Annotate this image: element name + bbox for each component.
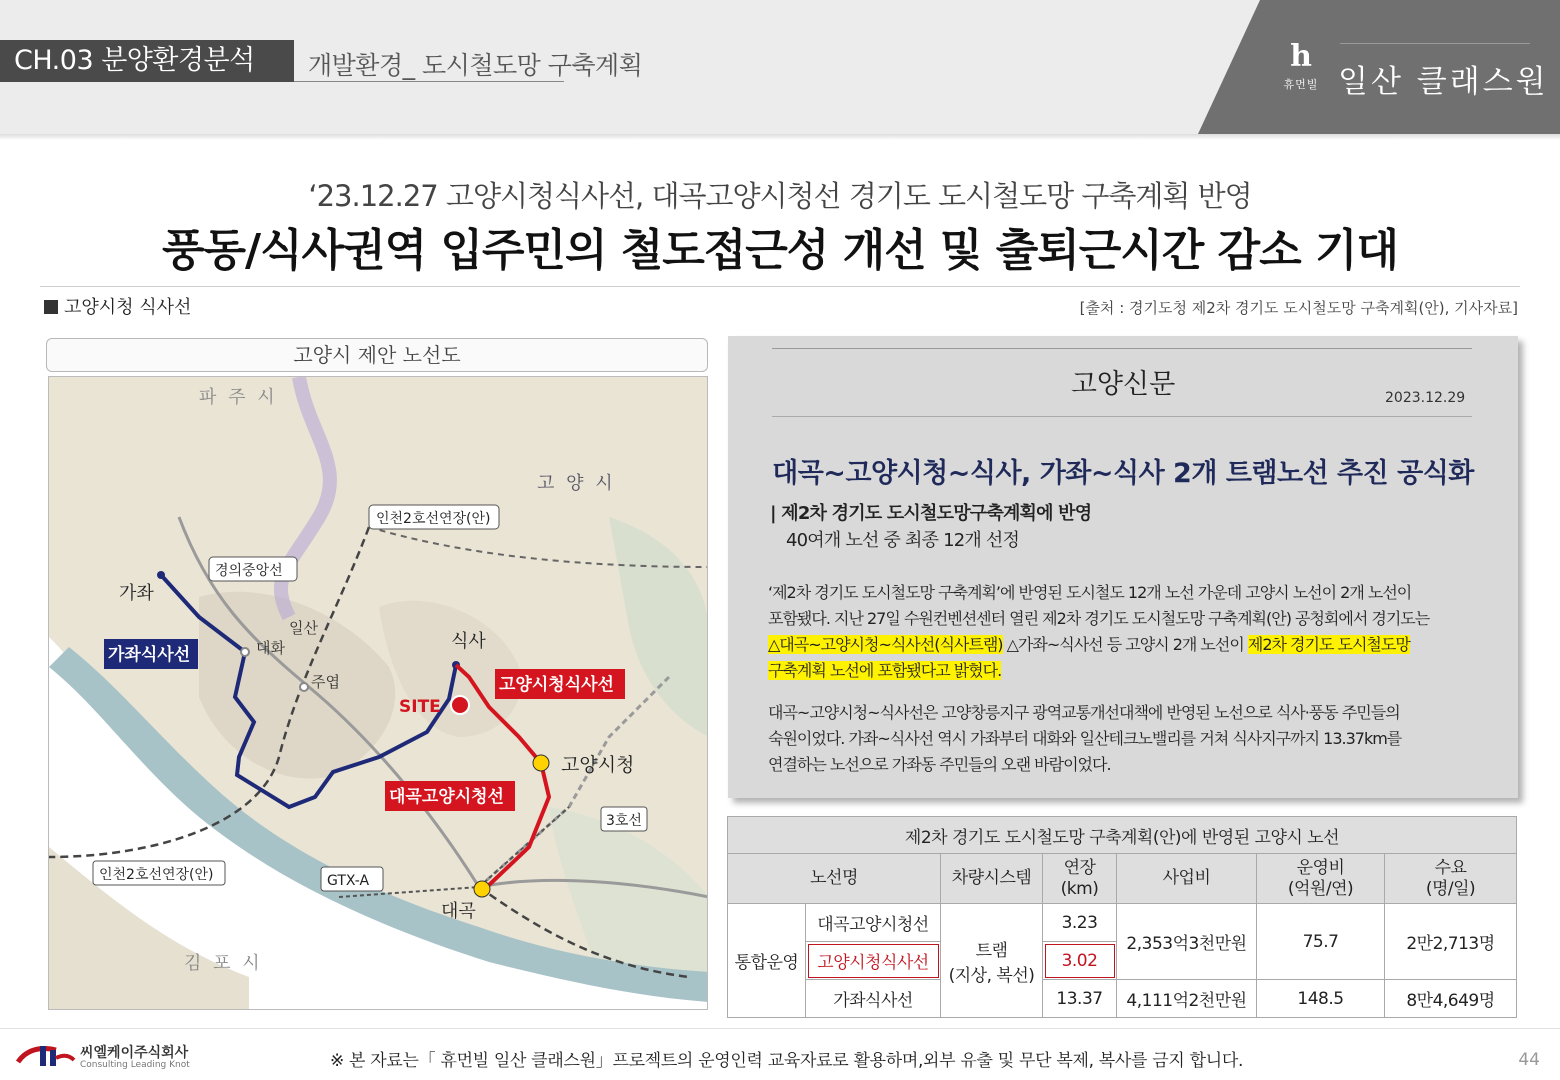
section-label [44, 293, 191, 319]
table-length: 13.37 [1043, 980, 1117, 1018]
map-label-incheon2-north: 인천2호선연장(안) [376, 511, 491, 527]
map-label-ilsan: 일산 [289, 619, 318, 637]
brand-logo [1278, 39, 1324, 92]
table-length: 3.23 [1043, 904, 1117, 942]
news-subheading: | 제2차 경기도 도시철도망구축계획에 반영 [770, 503, 1092, 524]
map-label-gyeongui: 경의중앙선 [215, 563, 283, 579]
footer-company-name: 씨엘케이주식회사 [80, 1045, 189, 1061]
brand-logo-mark: h [1290, 39, 1312, 74]
footer-notice: ※ 본 자료는「 휴먼빌 일산 클래스원」프로젝트의 운영인력 교육자료로 활용하며,외부 유출 및 무단 복제, 복사를 금지 합니다. [330, 1051, 1244, 1071]
news-highlight: △대곡~고양시청~식사선(식사트램) [768, 635, 1003, 654]
table-system-cell [941, 904, 1043, 1018]
news-rule [772, 416, 1472, 417]
table-header-length-l2: (km) [1060, 878, 1099, 899]
news-highlight: 제2차 경기도 도시철도망 [1247, 635, 1410, 654]
map-label-daegok-line: 대곡고양시청선 [389, 787, 504, 807]
news-line [768, 658, 1488, 684]
brand-tagline-rule [1340, 43, 1530, 51]
news-highlight: 구축계획 노선에 포함됐다고 밝혔다. [768, 661, 1002, 680]
news-line: 포함됐다. 지난 27일 수원컨벤션센터 열린 제2차 경기도 도시철도망 구축계획(안) 공청회에서 경기도는 [768, 609, 1430, 628]
table-route-name: 가좌식사선 [806, 980, 941, 1018]
table-header-cost: 사업비 [1117, 854, 1257, 904]
daegok-station-marker [474, 881, 490, 897]
square-bullet-icon [44, 300, 58, 314]
map-label-siksa-line: 고양시청식사선 [499, 675, 614, 695]
table-header-opcost [1257, 854, 1385, 904]
table-header-length-l1: 연장 [1063, 857, 1096, 878]
route-table [727, 816, 1517, 1018]
map-label-cityhall: 고양시청 [561, 754, 635, 776]
table-header-demand [1385, 854, 1517, 904]
news-paragraph-2 [768, 700, 1488, 778]
header-shadow [0, 134, 1560, 140]
table-row [728, 980, 1517, 1018]
table-length-highlight: 3.02 [1043, 942, 1117, 980]
map-title: 고양시 제안 노선도 [46, 338, 708, 372]
table-cost: 4,111억2천만원 [1117, 980, 1257, 1018]
map-label-juyeop: 주엽 [311, 673, 340, 691]
table-row [728, 904, 1517, 942]
table-opcost: 148.5 [1257, 980, 1385, 1018]
table-caption: 제2차 경기도 도시철도망 구축계획(안)에 반영된 고양시 노선 [728, 817, 1517, 854]
table-header-opcost-l1: 운영비 [1296, 857, 1345, 878]
map-label-goyang: 고 양 시 [537, 473, 616, 494]
table-opcost: 75.7 [1257, 904, 1385, 980]
map-label-daegok: 대곡 [441, 901, 476, 922]
title-divider [40, 286, 1520, 287]
brand-name: 일산 클래스원 [1338, 64, 1549, 100]
map-label-gajwa: 가좌 [119, 583, 154, 604]
juyeop-station-marker [300, 683, 308, 691]
gajwa-station-marker [157, 571, 165, 579]
company-logo-icon [16, 1040, 76, 1070]
table-group-cell: 통합운영 [728, 904, 806, 1018]
table-demand: 2만2,713명 [1385, 904, 1517, 980]
table-route-name-highlight: 고양시청식사선 [806, 942, 941, 980]
news-clipping [728, 336, 1518, 798]
table-header-length [1043, 854, 1117, 904]
source-note: [출처 : 경기도청 제2차 경기도 도시철도망 구축계획(안), 기사자료] [1079, 299, 1518, 317]
news-line [768, 632, 1488, 658]
table-header-route: 노선명 [728, 854, 941, 904]
page-number: 44 [1518, 1050, 1540, 1070]
news-paper-name: 고양신문 [1070, 369, 1176, 400]
table-demand: 8만4,649명 [1385, 980, 1517, 1018]
map-label-incheon2-south: 인천2호선연장(안) [99, 867, 214, 883]
table-header-opcost-l2: (억원/연) [1287, 878, 1354, 899]
map-label-paju: 파 주 시 [199, 387, 278, 408]
table-system-l2: (지상, 복선) [948, 965, 1035, 986]
news-text: △가좌~식사선 등 고양시 2개 노선이 [1002, 635, 1248, 654]
map-label-gimpo: 김 포 시 [184, 953, 263, 974]
brand-logo-text: 휴먼빌 [1283, 78, 1319, 91]
section-label-text: 고양시청 식사선 [64, 297, 192, 318]
table-cost: 2,353억3천만원 [1117, 904, 1257, 980]
table-header-demand-l2: (명/일) [1425, 878, 1476, 899]
map-label-gajwa-line: 가좌식사선 [108, 645, 191, 665]
page-subtitle: ‘23.12.27 고양시청식사선, 대곡고양시청선 경기도 도시철도망 구축계획 반영 [308, 179, 1252, 213]
news-line: 숙원이었다. 가좌~식사선 역시 가좌부터 대화와 일산테크노밸리를 거쳐 식사지구까지 13.37km를 [768, 729, 1402, 748]
table-header-system: 차량시스템 [941, 854, 1043, 904]
chapter-subtitle: 개발환경_ 도시철도망 구축계획 [308, 51, 643, 80]
map-label-gtx: GTX-A [327, 873, 370, 889]
news-date: 2023.12.29 [1385, 390, 1466, 406]
news-rule [772, 348, 1472, 349]
table-header-demand-l1: 수요 [1434, 857, 1467, 878]
news-headline: 대곡~고양시청~식사, 가좌~식사 2개 트램노선 추진 공식화 [772, 458, 1474, 489]
page-title: 풍동/식사권역 입주민의 철도접근성 개선 및 출퇴근시간 감소 기대 [162, 225, 1398, 276]
footer-company-slogan: Consulting Leading Knot [80, 1060, 190, 1070]
news-line: 연결하는 노선으로 가좌동 주민들의 오랜 바람이었다. [768, 755, 1111, 774]
table-system-l1: 트램 [975, 940, 1008, 961]
map-label-daehwa: 대화 [256, 639, 285, 657]
map-label-siksa: 식사 [451, 631, 486, 652]
route-map [48, 376, 708, 1010]
cityhall-station-marker [533, 755, 549, 771]
table-route-name: 대곡고양시청선 [806, 904, 941, 942]
news-paragraph-1 [768, 580, 1488, 684]
news-line: ‘제2차 경기도 도시철도망 구축계획’에 반영된 도시철도 12개 노선 가운데 고양시 노선이 2개 노선이 [768, 583, 1412, 602]
site-marker-icon [451, 696, 469, 714]
map-label-site: SITE [399, 697, 441, 717]
chapter-title: CH.03 분양환경분석 [0, 40, 294, 82]
news-line: 대곡~고양시청~식사선은 고양창릉지구 광역교통개선대책에 반영된 노선으로 식사·풍동 주민들의 [768, 703, 1400, 722]
news-subheading-2: 40여개 노선 중 최종 12개 선정 [786, 530, 1020, 551]
map-label-line3: 3호선 [606, 813, 642, 829]
footer-divider [0, 1028, 1560, 1029]
chapter-underline [294, 81, 564, 82]
daehwa-station-marker [241, 648, 249, 656]
